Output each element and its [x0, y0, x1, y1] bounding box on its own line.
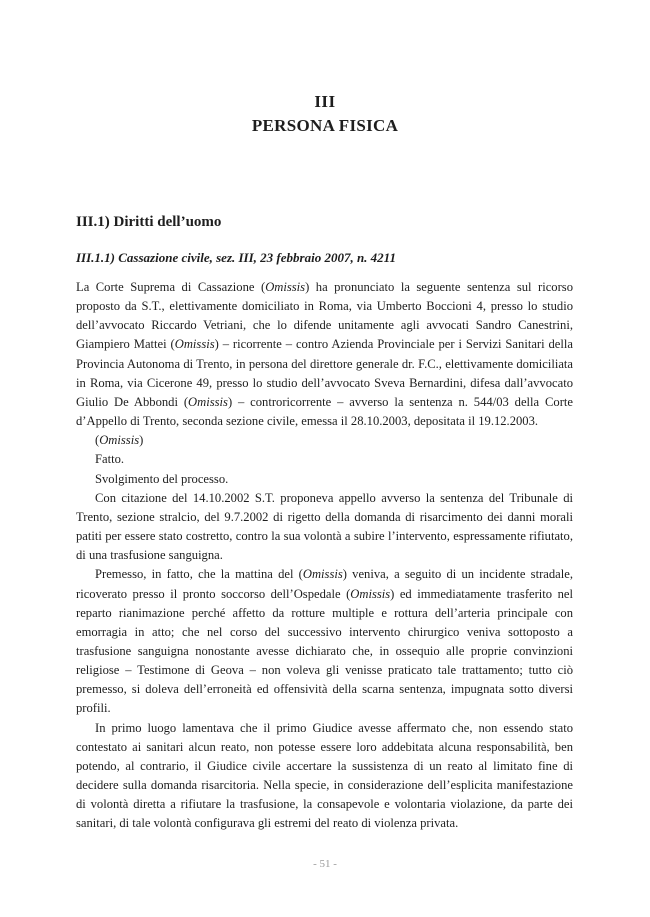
- subsection-heading: III.1.1) Cassazione civile, sez. III, 23 febbraio 2007, n. 4211: [76, 250, 396, 265]
- chapter-number: III: [314, 92, 336, 111]
- paragraph-citazione: Con citazione del 14.10.2002 S.T. proponeva appello avverso la sentenza del Tribunale di Trento, sezione stralcio, del 9.7.2002 di rigetto della domanda di risarcimento dei danni morali patiti per essere stato costretto, contro la sua volontà a subire l’intervento, espressamente rifiutato, di una trasfusione sanguigna.: [76, 490, 573, 563]
- section-heading: III.1) Diritti dell’uomo: [76, 214, 222, 230]
- paragraph-primo-luogo: In primo luogo lamentava che il primo Giudice avesse affermato che, non essendo stato contestato ai sanitari alcun reato, non potesse essere loro addebitata alcuna responsabilità, ben potendo, al contrario, il Giudice civile accertare la sussistenza di un reato al limitato fine di decidere sulla domanda risarcitoria. Nella specie, in considerazione dell’esplicita manifestazione di volontà diretta a rifiutare la trasfusione, la consapevole e volontaria violazione, da parte dei sanitari, di tale volontà configurava gli estremi del reato di violenza privata.: [76, 720, 573, 831]
- paragraph-omissis: (Omissis): [95, 433, 144, 448]
- chapter-title: PERSONA FISICA: [251, 116, 399, 135]
- paragraph-svolgimento: Svolgimento del processo.: [95, 471, 229, 486]
- paragraph-fatto: Fatto.: [95, 452, 125, 467]
- paragraph-premesso: Premesso, in fatto, che la mattina del (Omissis) veniva, a seguito di un incidente stradale, ricoverato presso il pronto soccorso dell’Ospedale (Omissis) ed immediatamente trasferito nel reparto rianimazione perché affetto da rotture multiple e rottura dell’arteria principale con emorragia in atto; che nel corso del successivo intervento chirurgico veniva sottoposto a trasfusione sanguigna nonostante avesse dichiarato che, in ossequio alle proprie convinzioni religiose – Testimone di Geova – non voleva gli venisse praticato tale trattamento; tutto ciò premesso, si doleva dell’erroneità ed offensività della scarna sentenza, impugnata sotto diversi profili.: [76, 567, 573, 716]
- page-number: - 51 -: [313, 858, 337, 870]
- body-text: [76, 278, 573, 834]
- paragraph-intro: La Corte Suprema di Cassazione (Omissis) ha pronunciato la seguente sentenza sul ricorso proposto da S.T., elettivamente domiciliato in Roma, via Umberto Boccioni 4, presso lo studio dell’avvocato Riccardo Vetriani, che lo difende unitamente agli avvocati Sandro Canestrini, Giampiero Mattei (Omissis) – ricorrente – contro Azienda Provinciale per i Servizi Sanitari della Provincia Autonoma di Trento, in persona del direttore generale dr. F.C., elettivamente domiciliata in Roma, via Cicerone 49, presso lo studio dell’avvocato Sveva Bernardini, difesa dall’avvocato Giulio De Abbondi (Omissis) – controricorrente – avverso la sentenza n. 544/03 della Corte d’Appello di Trento, seconda sezione civile, emessa il 28.10.2003, depositata il 19.12.2003.: [76, 280, 573, 429]
